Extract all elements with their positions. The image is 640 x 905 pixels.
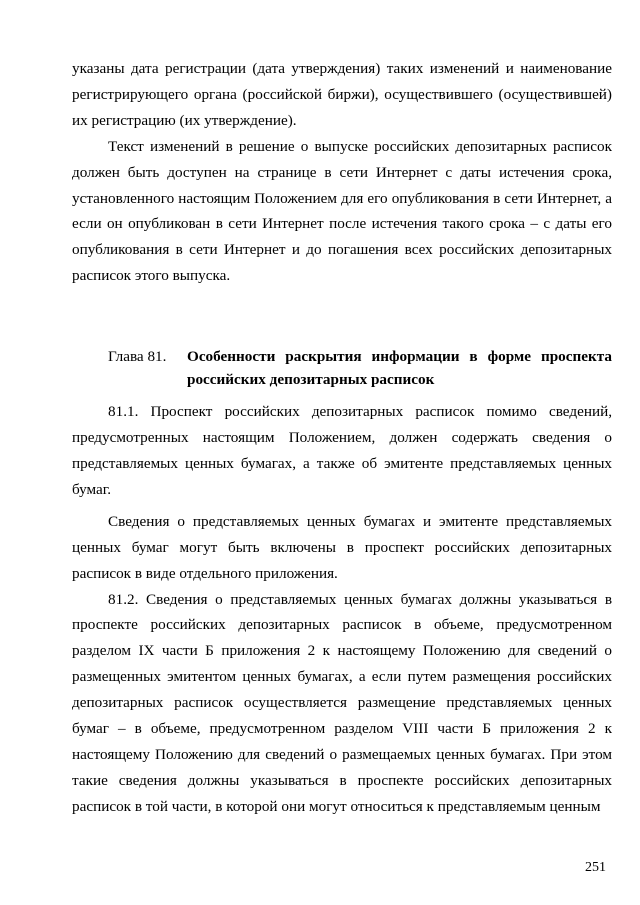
document-page	[72, 56, 612, 820]
paragraph-intro: указаны дата регистрации (дата утверждения) таких изменений и наименование регистрирующего органа (российской биржи), осуществившего (осуществившей) их регистрацию (их утверждение).	[72, 60, 612, 129]
chapter-title-line-1: Особенности раскрытия информации в форме проспекта	[187, 348, 612, 366]
chapter-title	[187, 345, 612, 391]
section-spacer	[72, 289, 612, 345]
page-number: 251	[585, 860, 606, 875]
paragraph-81-2: 81.2. Сведения о представляемых ценных бумагах должны указываться в проспекте российских депозитарных расписок в объеме, предусмотренном разделом IX части Б приложения 2 к настоящему Положению для сведений о размещенных эмитентом ценных бумагах, а если путем размещения российских депозитарных расписок осуществляется размещение представляемых ценных бумаг – в объеме, предусмотренном разделом VIII части Б приложения 2 к настоящему Положению для сведений о размещаемых ценных бумагах. При этом такие сведения должны указываться в проспекте российских депозитарных расписок в той части, в которой они могут относиться к представляемым ценным	[72, 590, 612, 815]
paragraph-81-1: 81.1. Проспект российских депозитарных расписок помимо сведений, предусмотренных настоящим Положением, должен содержать сведения о представляемых ценных бумагах, а также об эмитенте представляемых ценных бумаг.	[72, 403, 612, 498]
chapter-title-line-2: российских депозитарных расписок	[187, 371, 435, 389]
chapter-heading	[72, 345, 612, 391]
paragraph-changes-text: Текст изменений в решение о выпуске российских депозитарных расписок должен быть доступен на странице в сети Интернет с даты истечения срока, установленного настоящим Положением для его опубликования в сети Интернет, а если он опубликован в сети Интернет после истечения такого срока – с даты его опубликования в сети Интернет и до погашения всех российских депозитарных расписок этого выпуска.	[72, 137, 612, 285]
chapter-number: Глава 81.	[108, 348, 167, 366]
paragraph-81-1-continued: Сведения о представляемых ценных бумагах и эмитенте представляемых ценных бумаг могут быть включены в проспект российских депозитарных расписок в виде отдельного приложения.	[72, 512, 612, 582]
